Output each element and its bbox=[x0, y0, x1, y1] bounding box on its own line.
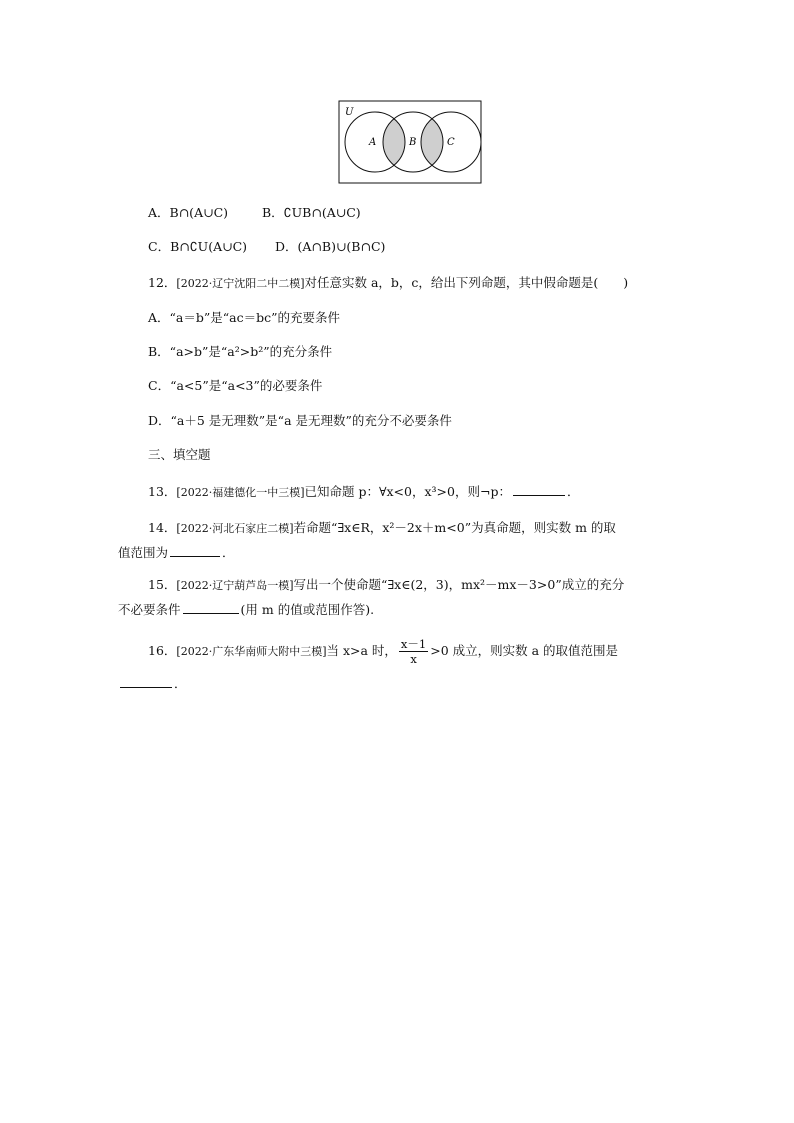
q14-number: 14． bbox=[148, 520, 177, 535]
q11-option-b: B．∁UB∩(A∪C) bbox=[262, 205, 361, 220]
q12-option-d: D．“a＋5 是无理数”是“a 是无理数”的充分不必要条件 bbox=[148, 413, 452, 428]
q11-option-d: D．(A∩B)∪(B∩C) bbox=[275, 239, 386, 254]
q14-source: [2022·河北石家庄二模] bbox=[176, 522, 294, 535]
q16-stem-a: 当 x>a 时， bbox=[326, 643, 397, 658]
q16-source: [2022·广东华南师大附中三模] bbox=[176, 645, 327, 658]
q15-stem: 写出一个使命题“∃x∈(2，3)，mx²－mx－3>0”成立的充分 bbox=[293, 577, 625, 592]
q11-option-c: C．B∩∁U(A∪C) bbox=[148, 239, 248, 254]
q12-stem: 对任意实数 a，b，c，给出下列命题，其中假命题是( ) bbox=[304, 275, 629, 290]
q13-stem: 已知命题 p：∀x<0，x³>0，则¬p： bbox=[304, 484, 511, 499]
q14-stem: 若命题“∃x∈R，x²－2x＋m<0”为真命题，则实数 m 的取 bbox=[293, 520, 616, 535]
q12-number: 12． bbox=[148, 275, 177, 290]
q15-line1 bbox=[148, 577, 624, 594]
q11-option-a: A．B∩(A∪C) bbox=[148, 205, 229, 220]
q15-line2: 不必要条件 (用 m 的值或范围作答). bbox=[118, 602, 375, 617]
q16-fraction-denominator: x bbox=[410, 652, 417, 666]
q16-fraction-numerator: x－1 bbox=[400, 637, 427, 651]
set-b-label: B bbox=[409, 137, 417, 148]
q14-line2: 值范围为 ． bbox=[118, 545, 235, 560]
q13-answer-blank[interactable] bbox=[513, 482, 565, 496]
q12-source: [2022·辽宁沈阳二中二模] bbox=[176, 277, 305, 290]
q14-answer-blank[interactable] bbox=[170, 543, 220, 557]
set-a-label: A bbox=[369, 137, 377, 148]
set-c-label: C bbox=[447, 137, 455, 148]
q13-line: 13．[2022·福建德化一中三模]已知命题 p：∀x<0，x³>0，则¬p： ． bbox=[148, 484, 580, 499]
q13-source: [2022·福建德化一中三模] bbox=[176, 486, 305, 499]
venn-diagram bbox=[338, 100, 482, 184]
q12-option-b: B．“a>b”是“a²>b²”的充分条件 bbox=[148, 344, 333, 359]
q12-stem-line bbox=[148, 275, 628, 292]
universe-label: U bbox=[345, 107, 354, 118]
q15-number: 15． bbox=[148, 577, 177, 592]
q15-source: [2022·辽宁葫芦岛一模] bbox=[176, 579, 294, 592]
q16-fraction bbox=[399, 637, 428, 666]
q16-answer-blank[interactable] bbox=[120, 674, 172, 688]
q12-option-a: A．“a＝b”是“ac＝bc”的充要条件 bbox=[148, 310, 340, 325]
q12-option-c: C．“a<5”是“a<3”的必要条件 bbox=[148, 378, 323, 393]
q16-line1 bbox=[148, 634, 618, 669]
q14-line1 bbox=[148, 520, 616, 537]
q16-number: 16． bbox=[148, 643, 177, 658]
q15-answer-blank[interactable] bbox=[183, 600, 239, 614]
q16-line2: ． bbox=[118, 674, 187, 692]
q16-stem-b: >0 成立，则实数 a 的取值范围是 bbox=[430, 643, 619, 658]
section-heading: 三、填空题 bbox=[148, 447, 211, 462]
q13-number: 13． bbox=[148, 484, 177, 499]
